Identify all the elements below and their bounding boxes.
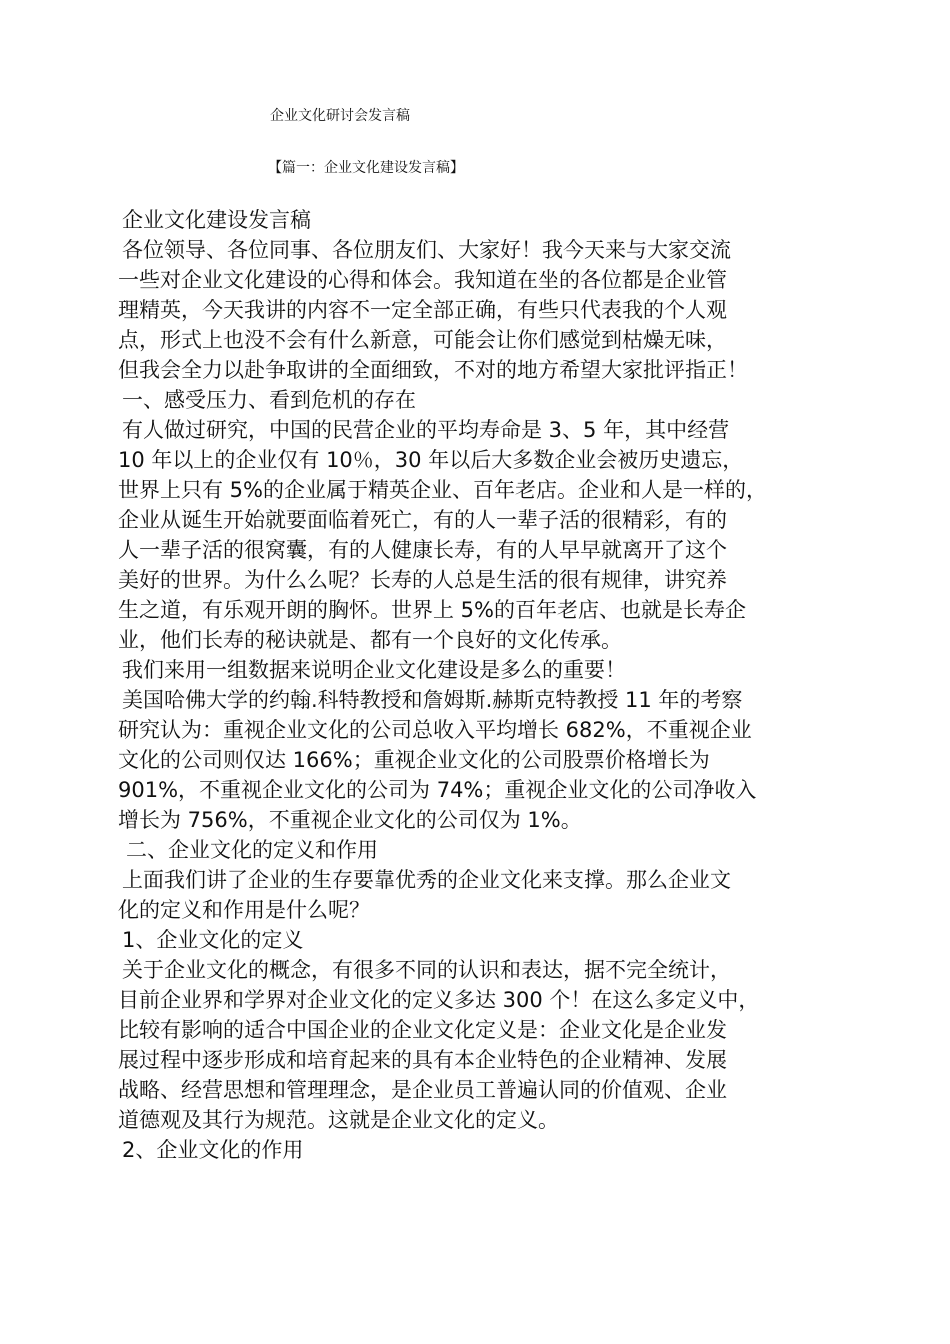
body-heading: 企业文化建设发言稿 (122, 208, 311, 232)
body-line: 我们来用一组数据来说明企业文化建设是多么的重要！ (122, 658, 626, 682)
body-line: 目前企业界和学界对企业文化的定义多达 300 个！在这么多定义中， (118, 988, 760, 1012)
document-subtitle: 【篇一：企业文化建设发言稿】 (268, 160, 464, 176)
body-line: 上面我们讲了企业的生存要靠优秀的企业文化来支撑。那么企业文 (122, 868, 731, 892)
body-line: 10 年以上的企业仅有 10％，30 年以后大多数企业会被历史遗忘， (118, 448, 744, 472)
body-line: 各位领导、各位同事、各位朋友们、大家好！我今天来与大家交流 (122, 238, 731, 262)
body-line: 企业从诞生开始就要面临着死亡，有的人一辈子活的很精彩，有的 (118, 508, 727, 532)
body-line: 人一辈子活的很窝囊，有的人健康长寿，有的人早早就离开了这个 (118, 538, 727, 562)
subsection-heading: 1、企业文化的定义 (122, 928, 304, 952)
body-line: 战略、经营思想和管理理念，是企业员工普遍认同的价值观、企业 (118, 1078, 727, 1102)
subsection-heading: 2、企业文化的作用 (122, 1138, 304, 1162)
body-line: 理精英，今天我讲的内容不一定全部正确，有些只代表我的个人观 (118, 298, 727, 322)
body-line: 比较有影响的适合中国企业的企业文化定义是：企业文化是企业发 (118, 1018, 727, 1042)
body-line: 有人做过研究，中国的民营企业的平均寿命是 3、5 年，其中经营 (122, 418, 730, 442)
document-title: 企业文化研讨会发言稿 (270, 108, 410, 124)
body-line: 化的定义和作用是什么呢？ (118, 898, 370, 922)
body-line: 道德观及其行为规范。这就是企业文化的定义。 (118, 1108, 559, 1132)
body-line: 901%，不重视企业文化的公司为 74%；重视企业文化的公司净收入 (118, 778, 757, 802)
body-line: 美好的世界。为什么么呢？长寿的人总是生活的很有规律，讲究养 (118, 568, 727, 592)
body-line: 美国哈佛大学的约翰.科特教授和詹姆斯.赫斯克特教授 11 年的考察 (122, 688, 743, 712)
body-line: 展过程中逐步形成和培育起来的具有本企业特色的企业精神、发展 (118, 1048, 727, 1072)
body-line: 生之道，有乐观开朗的胸怀。世界上 5%的百年老店、也就是长寿企 (118, 598, 746, 622)
body-line: 增长为 756%，不重视企业文化的公司仅为 1%。 (118, 808, 582, 832)
body-line: 一些对企业文化建设的心得和体会。我知道在坐的各位都是企业管 (118, 268, 727, 292)
document-body (118, 205, 858, 1165)
body-line: 但我会全力以赴争取讲的全面细致，不对的地方希望大家批评指正！ (118, 358, 748, 382)
section-heading: 一、感受压力、看到危机的存在 (122, 388, 416, 412)
body-line: 关于企业文化的概念，有很多不同的认识和表达，据不完全统计， (122, 958, 731, 982)
body-line: 世界上只有 5%的企业属于精英企业、百年老店。企业和人是一样的， (118, 478, 767, 502)
section-heading: 二、企业文化的定义和作用 (126, 838, 378, 862)
body-line: 业，他们长寿的秘诀就是、都有一个良好的文化传承。 (118, 628, 622, 652)
body-line: 研究认为：重视企业文化的公司总收入平均增长 682%，不重视企业 (118, 718, 752, 742)
body-line: 点，形式上也没不会有什么新意，可能会让你们感觉到枯燥无味， (118, 328, 727, 352)
body-line: 文化的公司则仅达 166%；重视企业文化的公司股票价格增长为 (118, 748, 710, 772)
